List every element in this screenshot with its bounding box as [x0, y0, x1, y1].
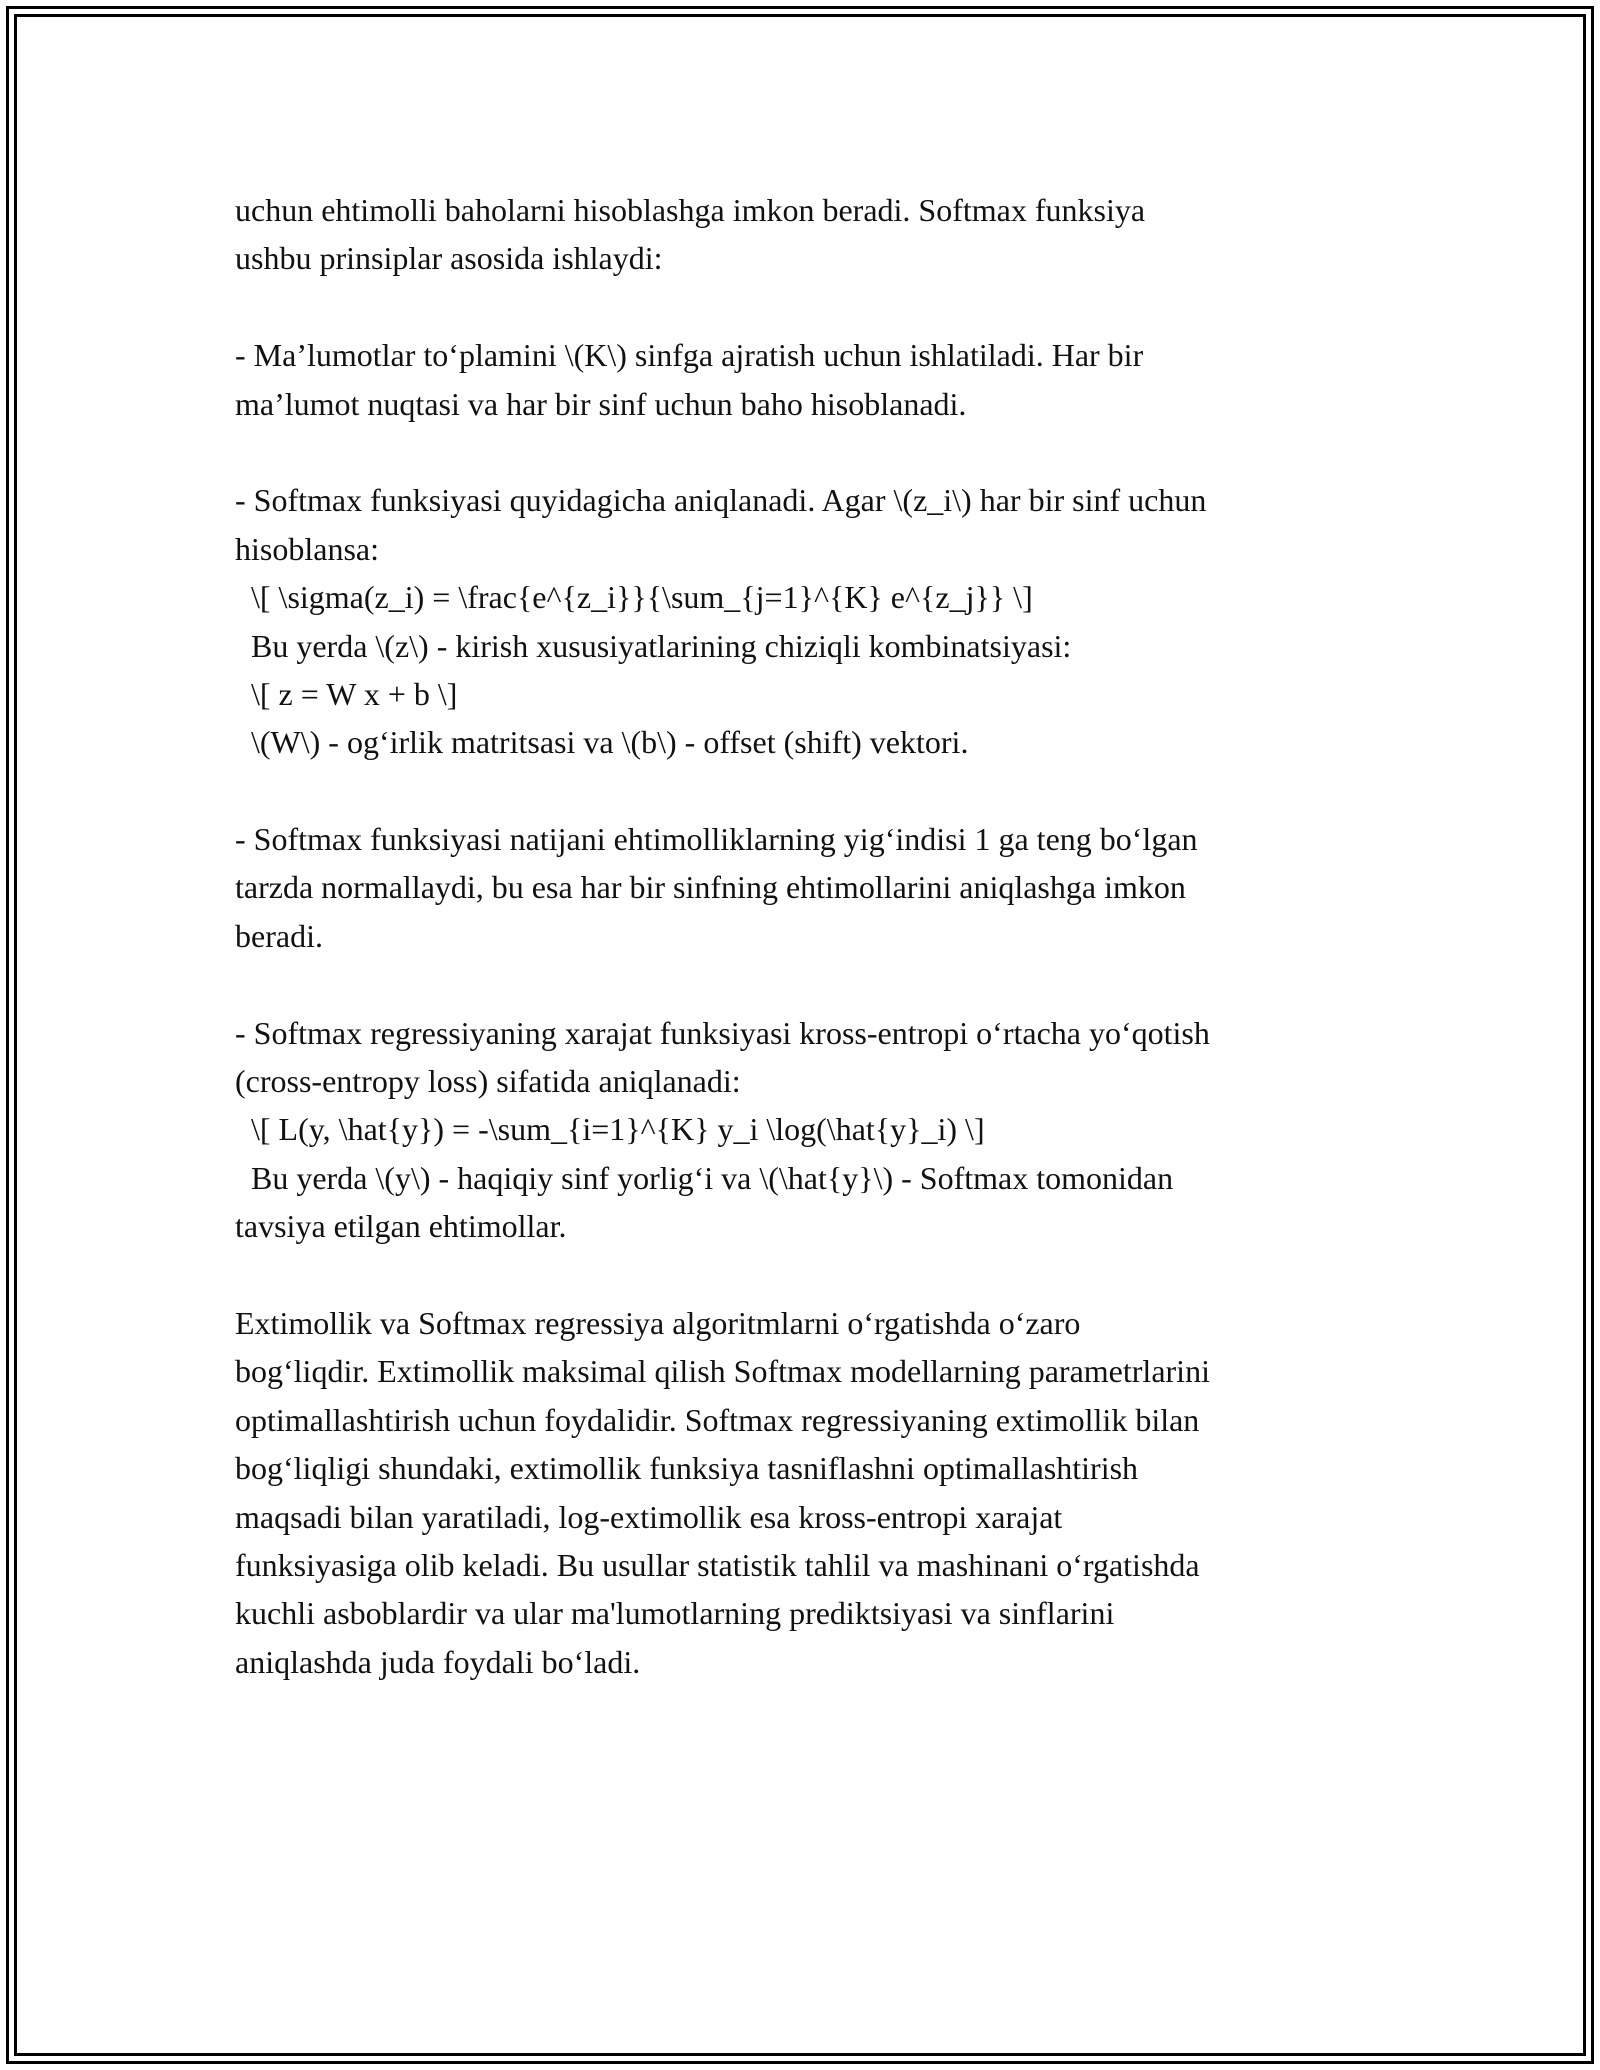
text-line: optimallashtirish uchun foydalidir. Softmax regressiyaning extimollik bilan — [235, 1401, 1200, 1438]
text-line: Bu yerda \(y\) - haqiqiy sinf yorlig‘i va \(\hat{y}\) - Softmax tomonidan — [235, 1159, 1174, 1196]
text-line: aniqlashda juda foydali bo‘ladi. — [235, 1643, 641, 1680]
text-line: tarzda normallaydi, bu esa har bir sinfning ehtimollarini aniqlashga imkon — [235, 869, 1186, 906]
text-line: funksiyasiga olib keladi. Bu usullar statistik tahlil va mashinani o‘rgatishda — [235, 1546, 1200, 1583]
text-line: bog‘liqdir. Extimollik maksimal qilish Softmax modellarning parametrlarini — [235, 1353, 1210, 1390]
text-line: ushbu prinsiplar asosida ishlaydi: — [235, 240, 663, 277]
text-line: (cross-entropy loss) sifatida aniqlanadi: — [235, 1063, 741, 1100]
text-line: - Softmax funksiyasi quyidagicha aniqlanadi. Agar \(z_i\) har bir sinf uchun — [235, 482, 1207, 519]
text-line: bog‘liqligi shundaki, extimollik funksiya tasniflashni optimallashtirish — [235, 1450, 1139, 1487]
document-body — [235, 186, 1375, 1686]
text-line: hisoblansa: — [235, 530, 379, 567]
text-line: Bu yerda \(z\) - kirish xususiyatlarining chiziqli kombinatsiyasi: — [235, 627, 1072, 664]
formula-line: \[ L(y, \hat{y}) = -\sum_{i=1}^{K} y_i \log(\hat{y}_i) \] — [235, 1111, 985, 1148]
blank-line — [235, 1251, 1375, 1299]
blank-line — [235, 960, 1375, 1008]
text-line: ma’lumot nuqtasi va har bir sinf uchun baho hisoblanadi. — [235, 385, 967, 422]
text-line: - Softmax regressiyaning xarajat funksiyasi kross-entropi o‘rtacha yo‘qotish — [235, 1014, 1210, 1051]
text-line: kuchli asboblardir va ular ma'lumotlarning prediktsiyasi va sinflarini — [235, 1595, 1115, 1632]
text-line: - Ma’lumotlar to‘plamini \(K\) sinfga ajratish uchun ishlatiladi. Har bir — [235, 337, 1144, 374]
blank-line — [235, 767, 1375, 815]
text-line: tavsiya etilgan ehtimollar. — [235, 1208, 567, 1245]
text-line: uchun ehtimolli baholarni hisoblashga imkon beradi. Softmax funksiya — [235, 192, 1146, 228]
text-line: beradi. — [235, 917, 323, 954]
text-line: \(W\) - og‘irlik matritsasi va \(b\) - offset (shift) vektori. — [235, 724, 969, 761]
text-line: - Softmax funksiyasi natijani ehtimolliklarning yig‘indisi 1 ga teng bo‘lgan — [235, 821, 1198, 858]
text-line: Extimollik va Softmax regressiya algoritmlarni o‘rgatishda o‘zaro — [235, 1304, 1081, 1341]
formula-line: \[ \sigma(z_i) = \frac{e^{z_i}}{\sum_{j=1}^{K} e^{z_j}} \] — [235, 579, 1033, 616]
blank-line — [235, 428, 1375, 476]
formula-line: \[ z = W x + b \] — [235, 675, 458, 712]
text-line: maqsadi bilan yaratiladi, log-extimollik esa kross-entropi xarajat — [235, 1498, 1063, 1535]
blank-line — [235, 283, 1375, 331]
